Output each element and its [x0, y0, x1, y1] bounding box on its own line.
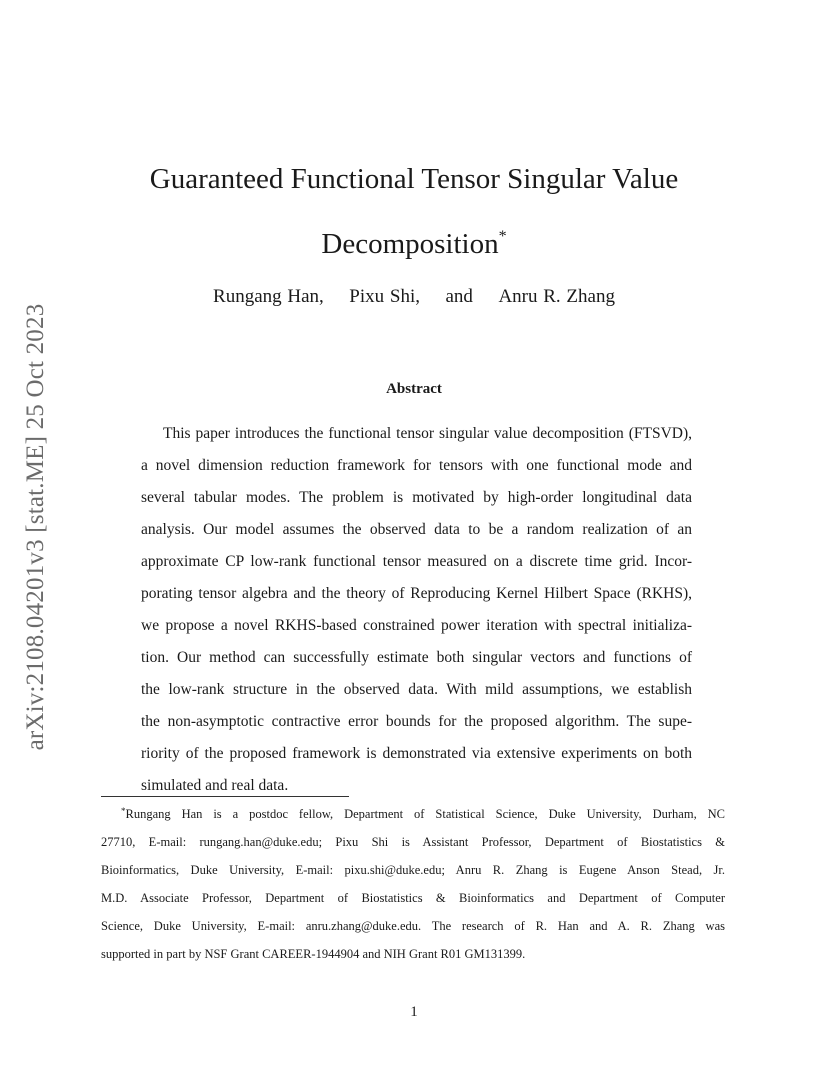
abstract-heading: Abstract [386, 381, 442, 397]
footnote-line: M.D. Associate Professor, Department of Biostatistics & Bioinformatics and Department of Computer [101, 891, 725, 905]
footnote-line: supported in part by NSF Grant CAREER-1944904 and NIH Grant R01 GM131399. [101, 947, 526, 961]
author-rungang-han: Rungang Han, [213, 286, 324, 307]
paper-title [0, 150, 828, 273]
abstract-line: This paper introduces the functional tensor singular value decomposition (FTSVD), [163, 425, 692, 442]
abstract-line: analysis. Our model assumes the observed data to be a random realization of an [141, 521, 692, 538]
abstract-line: simulated and real data. [141, 777, 289, 794]
title-line-2 [0, 208, 828, 273]
title-footnote-mark: * [498, 228, 507, 245]
author-conjunction: and [445, 286, 473, 307]
abstract-line: porating tensor algebra and the theory of Reproducing Kernel Hilbert Space (RKHS), [141, 585, 692, 602]
abstract-line: riority of the proposed framework is demonstrated via extensive experiments on both [141, 745, 692, 762]
abstract-line: we propose a novel RKHS-based constrained power iteration with spectral initializa- [141, 617, 692, 634]
author-list [0, 286, 828, 308]
abstract-line: the non-asymptotic contractive error bounds for the proposed algorithm. The supe- [141, 713, 692, 730]
author-pixu-shi: Pixu Shi, [349, 286, 420, 307]
abstract-line: the low-rank structure in the observed data. With mild assumptions, we establish [141, 681, 692, 698]
page-number: 1 [410, 1004, 418, 1020]
author-anru-zhang: Anru R. Zhang [498, 286, 615, 307]
abstract-body [141, 418, 692, 802]
abstract-line: a novel dimension reduction framework for tensors with one functional mode and [141, 457, 692, 474]
footnote-line-text: Rungang Han is a postdoc fellow, Department of Statistical Science, Duke University, Durham, NC [125, 807, 725, 821]
footnote-line: Science, Duke University, E-mail: anru.zhang@duke.edu. The research of R. Han and A. R. Zhang was [101, 919, 725, 933]
abstract-line: tion. Our method can successfully estimate both singular vectors and functions of [141, 649, 692, 666]
footnote-line: Bioinformatics, Duke University, E-mail: pixu.shi@duke.edu; Anru R. Zhang is Eugene Anson Stead, Jr. [101, 863, 725, 877]
abstract-line: approximate CP low-rank functional tensor measured on a discrete time grid. Incor- [141, 553, 692, 570]
footnote-mark: * [121, 806, 126, 816]
title-line-2-text: Decomposition [321, 228, 499, 260]
arxiv-identifier: arXiv:2108.04201v3 [stat.ME] 25 Oct 2023 [22, 303, 49, 751]
footnote-line: 27710, E-mail: rungang.han@duke.edu; Pixu Shi is Assistant Professor, Department of Biostatistics & [101, 835, 725, 849]
footnote [101, 797, 725, 968]
title-line-1: Guaranteed Functional Tensor Singular Value [149, 163, 679, 195]
abstract-line: several tabular modes. The problem is motivated by high-order longitudinal data [141, 489, 692, 506]
footnote-line [101, 797, 725, 828]
